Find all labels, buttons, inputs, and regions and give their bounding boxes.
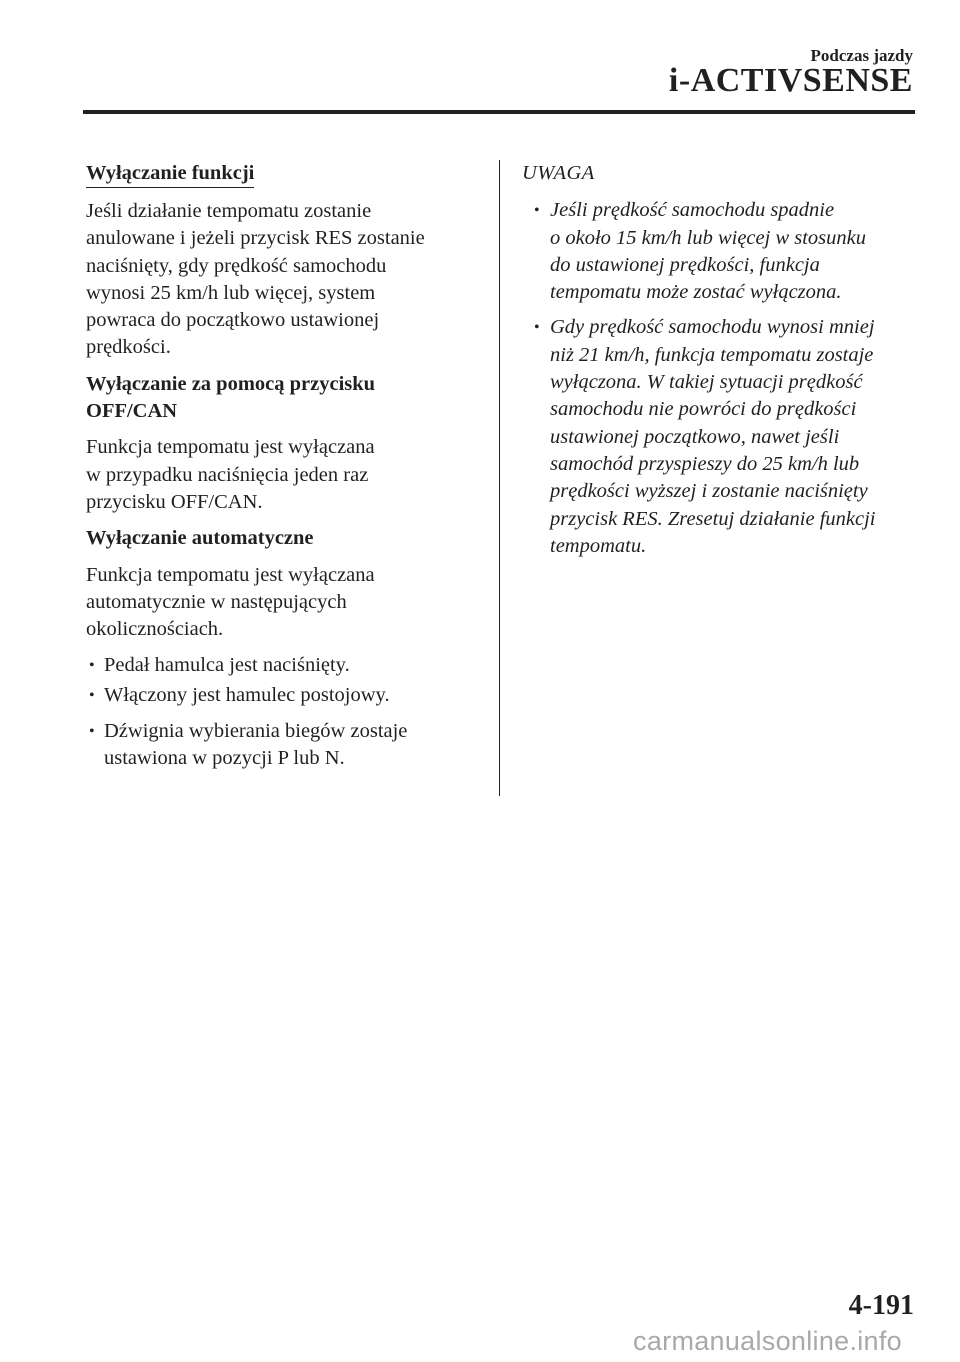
list-item: • Gdy prędkość samochodu wynosi mniej niż 21 km/h, funkcja tempomatu zostaje wyłączona. W takiej sytuacji prędkość samochodu nie powróci do prędkości ustawionej początkowo, nawet jeśli samochód przyspieszy do 25 km/h lub prędkości wyższej i zostanie naciśnięty przycisk RES. Zresetuj działanie funkcji tempomatu. xyxy=(534,316,876,557)
header-chapter-title: i-ACTIVSENSE xyxy=(668,62,913,99)
header-rule xyxy=(83,110,915,114)
watermark: carmanualsonline.info xyxy=(633,1326,902,1356)
bullet-icon: • xyxy=(534,202,540,220)
list-item: • Jeśli prędkość samochodu spadnie o około 15 km/h lub więcej w stosunku do ustawionej prędkości, funkcja tempomatu może zostać wyłączona. xyxy=(534,199,866,304)
note-label: UWAGA xyxy=(522,162,595,184)
bullet-icon: • xyxy=(534,319,540,337)
right-column xyxy=(522,160,922,560)
bullet-icon: • xyxy=(89,723,95,741)
list-item: • Dźwignia wybierania biegów zostaje ustawiona w pozycji P lub N. xyxy=(89,720,408,770)
paragraph-resume-info: Jeśli działanie tempomatu zostanie anulowane i jeżeli przycisk RES zostanie naciśnięty, gdy prędkość samochodu wynosi 25 km/h lub więcej, system powraca do początkowo ustawionej prędkości. xyxy=(86,200,425,359)
header-section-label: Podczas jazdy xyxy=(810,46,913,65)
page-number: 4-191 xyxy=(848,1290,914,1321)
left-column xyxy=(86,160,478,773)
subheading-automatic: Wyłączanie automatyczne xyxy=(86,527,314,550)
section-heading: Wyłączanie funkcji xyxy=(86,160,254,188)
list-item: • Włączony jest hamulec postojowy. xyxy=(86,682,478,709)
list-item: • Pedał hamulca jest naciśnięty. xyxy=(86,652,478,679)
note-list xyxy=(522,197,922,560)
subheading-offcan: Wyłączanie za pomocą przycisku OFF/CAN xyxy=(86,372,376,423)
paragraph-automatic: Funkcja tempomatu jest wyłączana automatycznie w następujących okolicznościach. xyxy=(86,563,375,641)
bullet-icon: • xyxy=(89,657,95,675)
column-divider xyxy=(499,160,500,796)
paragraph-offcan: Funkcja tempomatu jest wyłączana w przypadku naciśnięcia jeden raz przycisku OFF/CAN. xyxy=(86,436,375,513)
bullet-icon: • xyxy=(89,686,95,704)
conditions-list xyxy=(86,652,478,772)
